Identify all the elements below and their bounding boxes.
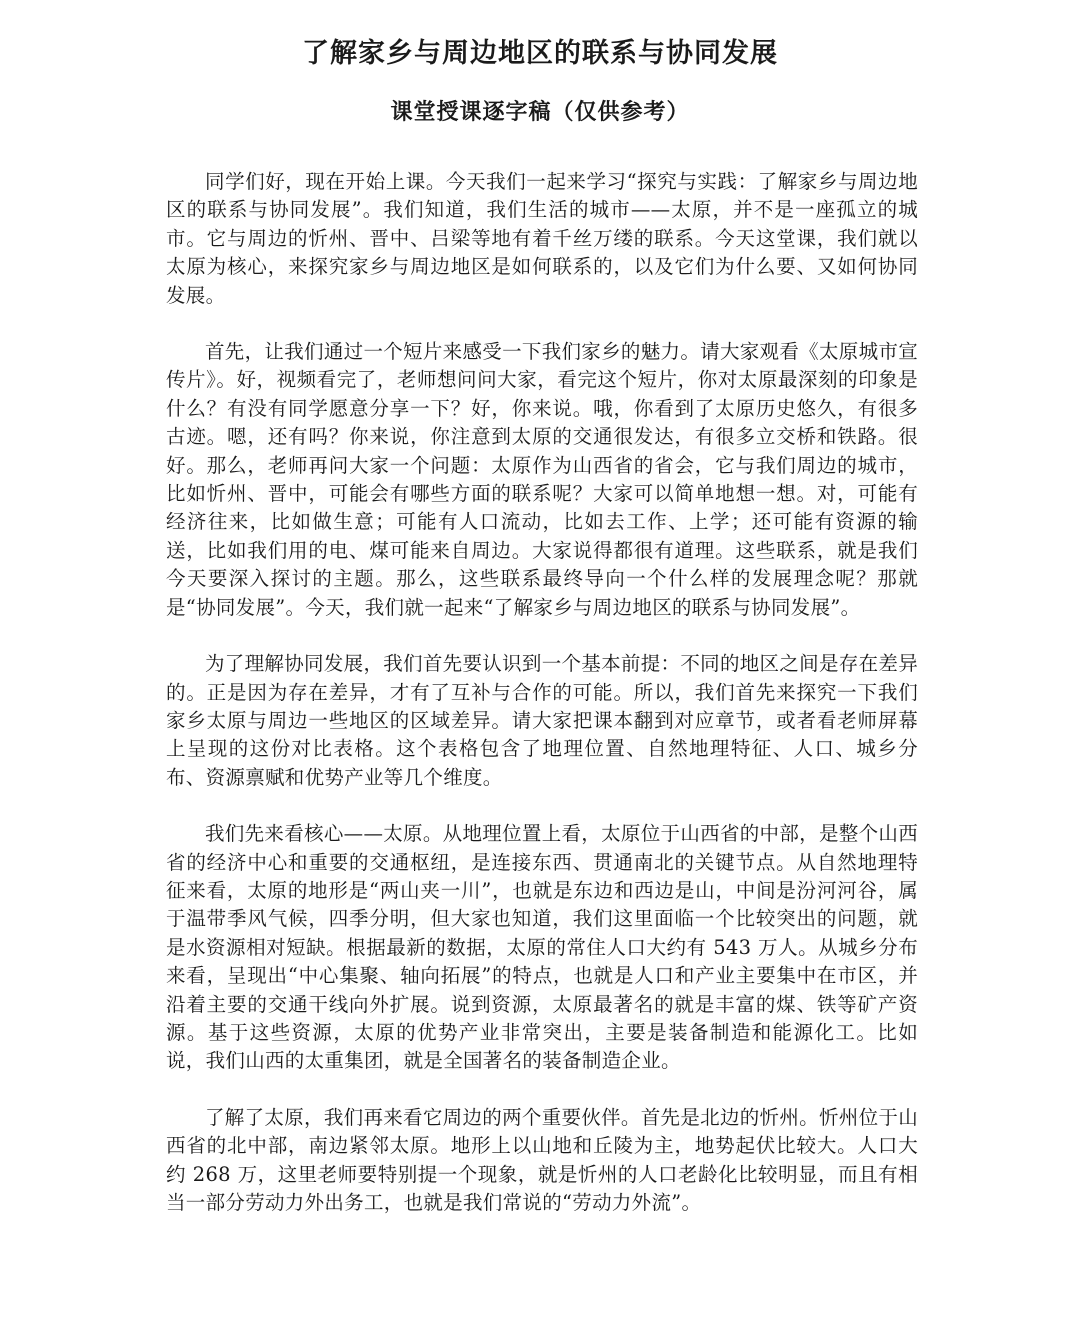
paragraph-taiyuan: 我们先来看核心——太原。从地理位置上看，太原位于山西省的中部，是整个山西省的经济中心和重要的交通枢纽，是连接东西、贯通南北的关键节点。从自然地理特征来看，太原的地形是“两山夹一川”，也就是东边和西边是山，中间是汾河河谷，属于温带季风气候，四季分明，但大家也知道，我们这里面临一个比较突出的问题，就是水资源相对短缺。根据最新的数据，太原的常住人口大约有 543 万人。从城乡分布来看，呈现出“中心集聚、轴向拓展”的特点，也就是人口和产业主要集中在市区，并沿着主要的交通干线向外扩展。说到资源，太原最著名的就是丰富的煤、铁等矿产资源。基于这些资源，太原的优势产业非常突出，主要是装备制造和能源化工。比如说，我们山西的太重集团，就是全国著名的装备制造企业。 bbox=[166, 822, 918, 1073]
paragraph-regional-difference: 为了理解协同发展，我们首先要认识到一个基本前提：不同的地区之间是存在差异的。正是因为存在差异，才有了互补与合作的可能。所以，我们首先来探究一下我们家乡太原与周边一些地区的区域差异。请大家把课本翻到对应章节，或者看老师屏幕上呈现的这份对比表格。这个表格包含了地理位置、自然地理特征、人口、城乡分布、资源禀赋和优势产业等几个维度。 bbox=[166, 652, 918, 789]
document-title: 了解家乡与周边地区的联系与协同发展 bbox=[302, 38, 778, 69]
document-subtitle: 课堂授课逐字稿（仅供参考） bbox=[390, 99, 690, 125]
document-body bbox=[166, 168, 918, 1245]
paragraph-video-discussion: 首先，让我们通过一个短片来感受一下我们家乡的魅力。请大家观看《太原城市宣传片》。好，视频看完了，老师想问问大家，看完这个短片，你对太原最深刻的印象是什么？有没有同学愿意分享一下？好，你来说。哦，你看到了太原历史悠久，有很多古迹。嗯，还有吗？你来说，你注意到太原的交通很发达，有很多立交桥和铁路。很好。那么，老师再问大家一个问题：太原作为山西省的省会，它与我们周边的城市，比如忻州、晋中，可能会有哪些方面的联系呢？大家可以简单地想一想。对，可能有经济往来，比如做生意；可能有人口流动，比如去工作、上学；还可能有资源的输送，比如我们用的电、煤可能来自周边。大家说得都很有道理。这些联系，就是我们今天要深入探讨的主题。那么，这些联系最终导向一个什么样的发展理念呢？那就是“协同发展”。今天，我们就一起来“了解家乡与周边地区的联系与协同发展”。 bbox=[166, 340, 918, 619]
paragraph-xinzhou: 了解了太原，我们再来看它周边的两个重要伙伴。首先是北边的忻州。忻州位于山西省的北中部，南边紧邻太原。地形上以山地和丘陵为主，地势起伏比较大。人口大约 268 万，这里老师要特别提一个现象，就是忻州的人口老龄化比较明显，而且有相当一部分劳动力外出务工，也就是我们常说的“劳动力外流”。 bbox=[166, 1105, 918, 1214]
paragraph-intro: 同学们好，现在开始上课。今天我们一起来学习“探究与实践：了解家乡与周边地区的联系与协同发展”。我们知道，我们生活的城市——太原，并不是一座孤立的城市。它与周边的忻州、晋中、吕梁等地有着千丝万缕的联系。今天这堂课，我们就以太原为核心，来探究家乡与周边地区是如何联系的，以及它们为什么要、又如何协同发展。 bbox=[166, 170, 918, 307]
